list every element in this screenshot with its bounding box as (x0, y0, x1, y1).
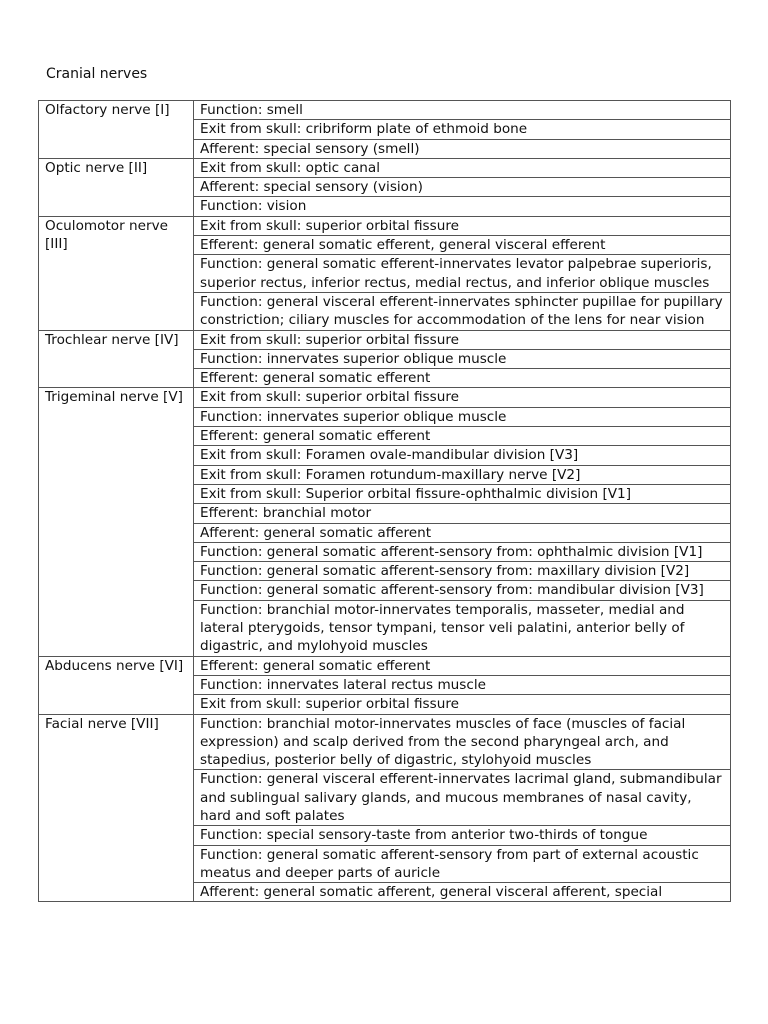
nerve-detail-cell: Function: innervates lateral rectus muscle (194, 675, 731, 694)
table-row (39, 158, 731, 177)
nerve-name-cell: Facial nerve [VII] (39, 714, 194, 902)
nerve-detail-cell: Exit from skull: Superior orbital fissure-ophthalmic division [V1] (194, 484, 731, 503)
nerve-detail-cell: Efferent: general somatic efferent (194, 369, 731, 388)
nerve-detail-cell: Exit from skull: Foramen ovale-mandibular division [V3] (194, 446, 731, 465)
nerve-detail-cell: Afferent: general somatic afferent (194, 523, 731, 542)
table-row (39, 101, 731, 120)
nerve-detail-cell: Function: branchial motor-innervates muscles of face (muscles of facial expression) and scalp derived from the second pharyngeal arch, and stapedius, posterior belly of digastric, stylohyoid muscles (194, 714, 731, 770)
nerve-detail-cell: Efferent: general somatic efferent (194, 427, 731, 446)
nerve-detail-cell: Function: general somatic afferent-sensory from part of external acoustic meatus and deeper parts of auricle (194, 845, 731, 883)
nerve-detail-cell: Function: vision (194, 197, 731, 216)
nerve-detail-cell: Function: general visceral efferent-innervates sphincter pupillae for pupillary constriction; ciliary muscles for accommodation of the lens for near vision (194, 292, 731, 330)
nerve-detail-cell: Exit from skull: superior orbital fissure (194, 330, 731, 349)
nerve-detail-cell: Exit from skull: Foramen rotundum-maxillary nerve [V2] (194, 465, 731, 484)
table-row (39, 330, 731, 349)
nerve-detail-cell: Afferent: special sensory (smell) (194, 139, 731, 158)
nerve-name-cell: Olfactory nerve [I] (39, 101, 194, 159)
nerve-detail-cell: Function: general somatic afferent-sensory from: mandibular division [V3] (194, 581, 731, 600)
nerve-name-cell: Optic nerve [II] (39, 158, 194, 216)
nerve-detail-cell: Efferent: branchial motor (194, 504, 731, 523)
nerve-detail-cell: Efferent: general somatic efferent, general visceral efferent (194, 236, 731, 255)
nerve-detail-cell: Afferent: special sensory (vision) (194, 178, 731, 197)
nerve-detail-cell: Efferent: general somatic efferent (194, 656, 731, 675)
table-row (39, 216, 731, 235)
nerve-detail-cell: Function: innervates superior oblique muscle (194, 407, 731, 426)
table-row (39, 388, 731, 407)
cranial-nerves-table-body (39, 101, 731, 902)
nerve-detail-cell: Function: general somatic afferent-sensory from: maxillary division [V2] (194, 562, 731, 581)
nerve-detail-cell: Function: general visceral efferent-innervates lacrimal gland, submandibular and sublingual salivary glands, and mucous membranes of nasal cavity, hard and soft palates (194, 770, 731, 826)
nerve-detail-cell: Function: innervates superior oblique muscle (194, 349, 731, 368)
table-row (39, 714, 731, 770)
nerve-detail-cell: Function: branchial motor-innervates temporalis, masseter, medial and lateral pterygoids, tensor tympani, tensor veli palatini, anterior belly of digastric, and mylohyoid muscles (194, 600, 731, 656)
nerve-detail-cell: Function: special sensory-taste from anterior two-thirds of tongue (194, 826, 731, 845)
nerve-detail-cell: Exit from skull: superior orbital fissure (194, 388, 731, 407)
nerve-detail-cell: Afferent: general somatic afferent, general visceral afferent, special (194, 883, 731, 902)
nerve-detail-cell: Exit from skull: superior orbital fissure (194, 695, 731, 714)
nerve-name-cell: Oculomotor nerve [III] (39, 216, 194, 330)
nerve-name-cell: Abducens nerve [VI] (39, 656, 194, 714)
nerve-detail-cell: Function: smell (194, 101, 731, 120)
nerve-name-cell: Trochlear nerve [IV] (39, 330, 194, 388)
nerve-detail-cell: Exit from skull: cribriform plate of ethmoid bone (194, 120, 731, 139)
nerve-detail-cell: Exit from skull: optic canal (194, 158, 731, 177)
page-title: Cranial nerves (46, 66, 148, 82)
nerve-detail-cell: Exit from skull: superior orbital fissure (194, 216, 731, 235)
cranial-nerves-table (38, 100, 731, 902)
nerve-name-cell: Trigeminal nerve [V] (39, 388, 194, 656)
nerve-detail-cell: Function: general somatic efferent-innervates levator palpebrae superioris, superior rectus, inferior rectus, medial rectus, and inferior oblique muscles (194, 255, 731, 293)
table-row (39, 656, 731, 675)
nerve-detail-cell: Function: general somatic afferent-sensory from: ophthalmic division [V1] (194, 542, 731, 561)
